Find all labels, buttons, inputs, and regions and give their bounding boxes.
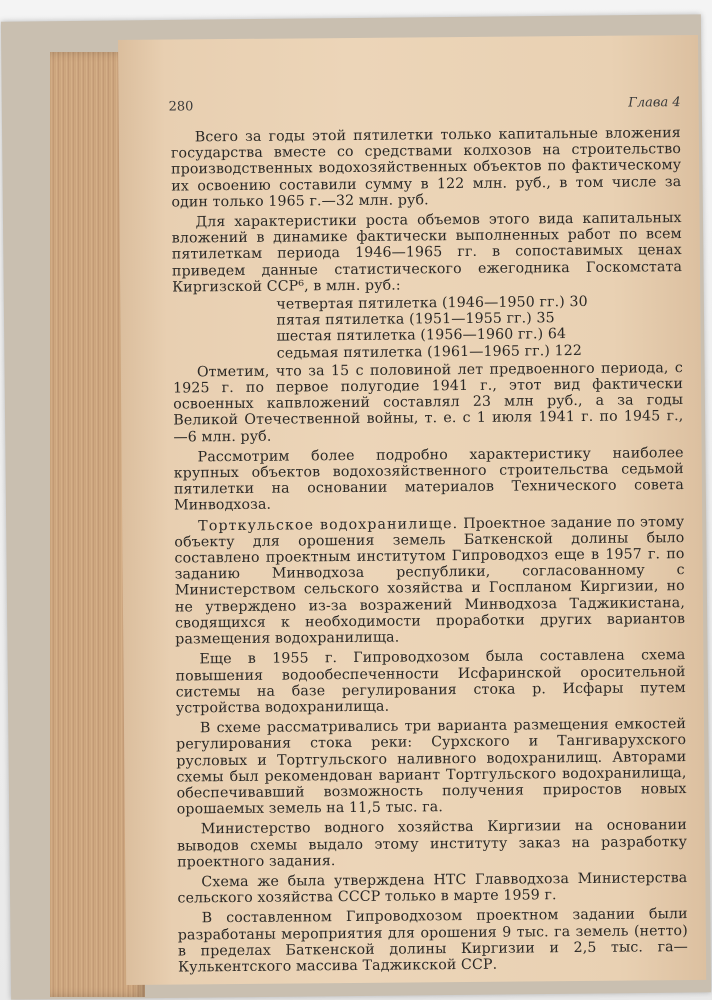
list-item	[277, 342, 683, 362]
paragraph-6: Еще в 1955 г. Гипроводхозом была составлена схема повышения водообеспеченности Исфаринской оросительной системы на базе регулирования стока р. Исфары путем устройства водохранилища.	[175, 647, 686, 717]
paragraph-8: Министерство водного хозяйства Киргизии на основании выводов схемы выдало этому институту заказ на разработку проектного задания.	[176, 817, 688, 871]
chapter-title: Глава 4	[628, 95, 681, 111]
page-number: 280	[168, 99, 194, 115]
list-item-value: 64	[547, 326, 567, 343]
paragraph-2: Для характеристики роста объемов этого вида капитальных вложений в динамике фактически выполненных работ по всем пятилеткам периода 1946—1965 гг. в сопоставимых ценах приведем данные статистического ежегодника Госкомстата Киргизской ССР⁶, в млн. руб.:	[171, 210, 683, 296]
body-text	[171, 125, 688, 980]
list-item-value: 35	[536, 310, 555, 327]
page-header	[168, 95, 681, 115]
list-item-label: пятая пятилетка (1951—1955 гг.)	[276, 310, 532, 329]
paragraph-7: В схеме рассматривались три варианта размещения емкостей регулирования стока реки: Сурхского и Тангиварухского русловых и Тортгульского наливного водохранилищ. Авторами схемы был рекомендован вариант Тортгульского водохранилища, обеспечивавший возможность получения приростов новых орошаемых земель на 11,5 тыс. га.	[176, 716, 687, 818]
five-year-plan-list	[172, 293, 683, 362]
paragraph-4: Рассмотрим более подробно характеристику наиболее крупных объектов водохозяйственного строительства седьмой пятилетки на основании материалов Технического совета Минводхоза.	[173, 444, 684, 514]
book-page	[118, 35, 706, 985]
paragraph-3: Отметим, что за 15 с половиной лет предвоенного периода, с 1925 г. по первое полугодие 1941 г., этот вид фактически освоенных капвложений составлял 23 млн руб., а за годы Великой Отечественной войны, т. е. с 1 июля 1941 г. по 1945 г., —6 млн. руб.	[172, 359, 684, 446]
list-item-label: шестая пятилетка (1956—1960 гг.)	[276, 326, 544, 346]
paragraph-10: В составленном Гипроводхозом проектном задании были разработаны мероприятия для орошения 9 тыс. га земель (нетто) в пределах Баткенской долины Киргизии и 2,5 тыс. га— Кулькентского массива Таджикской ССР.	[177, 906, 689, 976]
list-item-value: 30	[569, 293, 588, 311]
section-heading: Торткульское водохранилище.	[198, 515, 459, 534]
paragraph-5-text: Проектное задание по этому объекту для орошения земель Баткенской долины было составлено проектным институтом Гипроводхоз еще в 1957 г. по заданию Минводхоза республики, согласованному с Министерством сельского хозяйства и Госпланом Киргизии, но не утверждено из-за возражений Минводхоза Таджикистана, сводящихся к необходимости проработки других вариантов размещения водохранилища.	[174, 513, 686, 648]
list-item-label: четвертая пятилетка (1946—1950 гг.)	[276, 294, 565, 313]
paragraph-9: Схема же была утверждена НТС Главводхоза Министерства сельского хозяйства СССР только в марте 1959 г.	[177, 870, 688, 907]
paragraph-1: Всего за годы этой пятилетки только капитальные вложения государства вместе со средствами колхозов на строительство производственных водохозяйственных объектов по фактическому их освоению составили сумму в 122 млн. руб., в том числе за один только 1965 г.—32 млн. руб.	[170, 125, 682, 211]
paragraph-5	[174, 514, 685, 648]
list-item-label: седьмая пятилетка (1961—1965 гг.)	[276, 342, 551, 362]
list-item-value: 122	[554, 342, 583, 359]
